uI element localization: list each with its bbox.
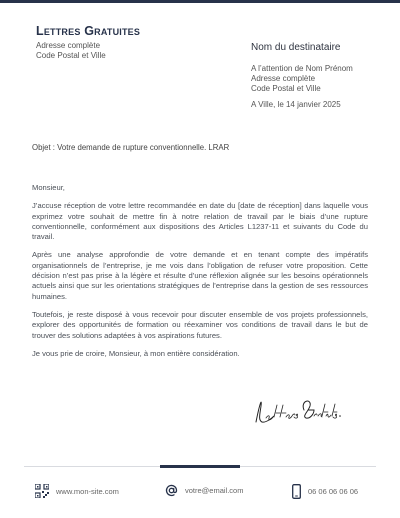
website-text: www.mon-site.com	[56, 486, 119, 496]
footer-website[interactable]	[35, 484, 119, 498]
phone-text: 06 06 06 06 06	[308, 487, 359, 496]
sender-address: Adresse complète	[36, 41, 101, 50]
recipient-postal: Code Postal et Ville	[251, 84, 321, 93]
letter-date: A Ville, le 14 janvier 2025	[251, 100, 341, 109]
recipient-block	[251, 42, 353, 94]
greeting: Monsieur,	[32, 183, 65, 192]
recipient-attention: A l’attention de Nom Prénom	[251, 64, 353, 73]
sender-block	[36, 41, 106, 61]
at-sign-icon	[165, 484, 178, 497]
paragraph-1: J’accuse réception de votre lettre recommandée en date du [date de réception] dans laquelle vous exprimez votre souhait de mettre fin à notre relation de travail par le biais d’une rupture conventionnelle, conformément aux dispositions des Articles L1237-11 et suivants du Code du travail.	[32, 201, 368, 242]
paragraph-3: Toutefois, je reste disposé à vous recevoir pour discuter ensemble de vos projets professionnels, explorer des opportunités de formation ou réexaminer vos conditions de travail dans le but de trouver des solutions adaptées à vos aspirations futures.	[32, 309, 368, 340]
recipient-address: Adresse complète	[251, 74, 316, 83]
letter-body	[32, 183, 368, 367]
brand-name: Lettres Gratuites	[36, 24, 141, 38]
email-text: votre@email.com	[185, 486, 244, 495]
phone-icon	[292, 484, 301, 499]
footer-accent-bar	[160, 465, 240, 468]
sender-postal: Code Postal et Ville	[36, 51, 106, 60]
closing-paragraph: Je vous prie de croire, Monsieur, à mon entière considération.	[32, 348, 240, 358]
qr-code-icon	[35, 484, 49, 498]
footer-email[interactable]	[165, 484, 243, 497]
top-accent-bar	[0, 0, 400, 3]
letter-subject: Objet : Votre demande de rupture conventionnelle. LRAR	[32, 143, 230, 152]
footer-phone[interactable]	[292, 484, 358, 499]
recipient-name: Nom du destinataire	[251, 42, 341, 53]
paragraph-2: Après une analyse approfondie de votre demande et en tenant compte des impératifs organisationnels de l’entreprise, je me vois dans l’obligation de refuser votre proposition. Cette décision n’est pas prise à la légère et résulte d’une réflexion alignée sur les besoins opérationnels actuels ainsi que sur les orientations stratégiques de l’entreprise dans la gestion de ses ressources humaines.	[32, 250, 368, 301]
signature-image	[252, 392, 342, 432]
